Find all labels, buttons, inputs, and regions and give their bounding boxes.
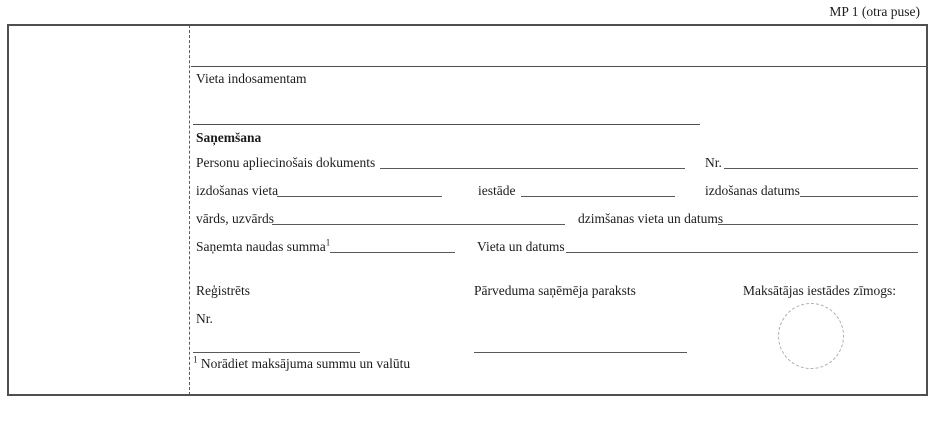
issue-date-blank [800,196,918,197]
name-blank [272,224,565,225]
stamp-circle [778,303,844,369]
endorsement-top-rule [191,66,927,67]
signature-label: Pārveduma saņēmēja paraksts [474,283,636,298]
footnote-rule [193,352,360,353]
birth-label: dzimšanas vieta un datums [578,211,724,226]
issue-place-blank [277,196,442,197]
place-date-label: Vieta un datums [477,239,565,254]
name-label: vārds, uzvārds [196,211,274,226]
registered-label: Reģistrēts [196,283,250,298]
nr-label: Nr. [705,155,722,170]
column-divider [189,25,190,395]
amount-label: Saņemta naudas summa$^1$ [196,237,331,254]
institution-label: iestāde [478,183,516,198]
receipt-heading: Saņemšana [196,130,262,145]
endorsement-blank-line [193,124,700,125]
left-empty-column [9,26,187,394]
id-document-blank [380,168,685,169]
issue-date-label: izdošanas datums [705,183,800,198]
registered-nr-label: Nr. [196,311,213,326]
endorsement-title: Vieta indosamentam [196,71,307,86]
id-document-label: Personu apliecinošais dokuments [196,155,376,170]
sheet-code-label: MP 1 (otra puse) [829,4,920,19]
footnote: $^1$ Norādiet maksājuma summu un valūtu [193,354,411,371]
issue-place-label: izdošanas vieta [196,183,279,198]
nr-blank [724,168,918,169]
footnote-ref: 1 [193,354,198,365]
birth-blank [718,224,918,225]
place-date-blank [566,252,918,253]
amount-blank [330,252,455,253]
stamp-label: Maksātājas iestādes zīmogs: [743,283,896,298]
institution-blank [521,196,675,197]
amount-footnote-ref: 1 [325,237,331,248]
signature-blank [474,352,687,353]
